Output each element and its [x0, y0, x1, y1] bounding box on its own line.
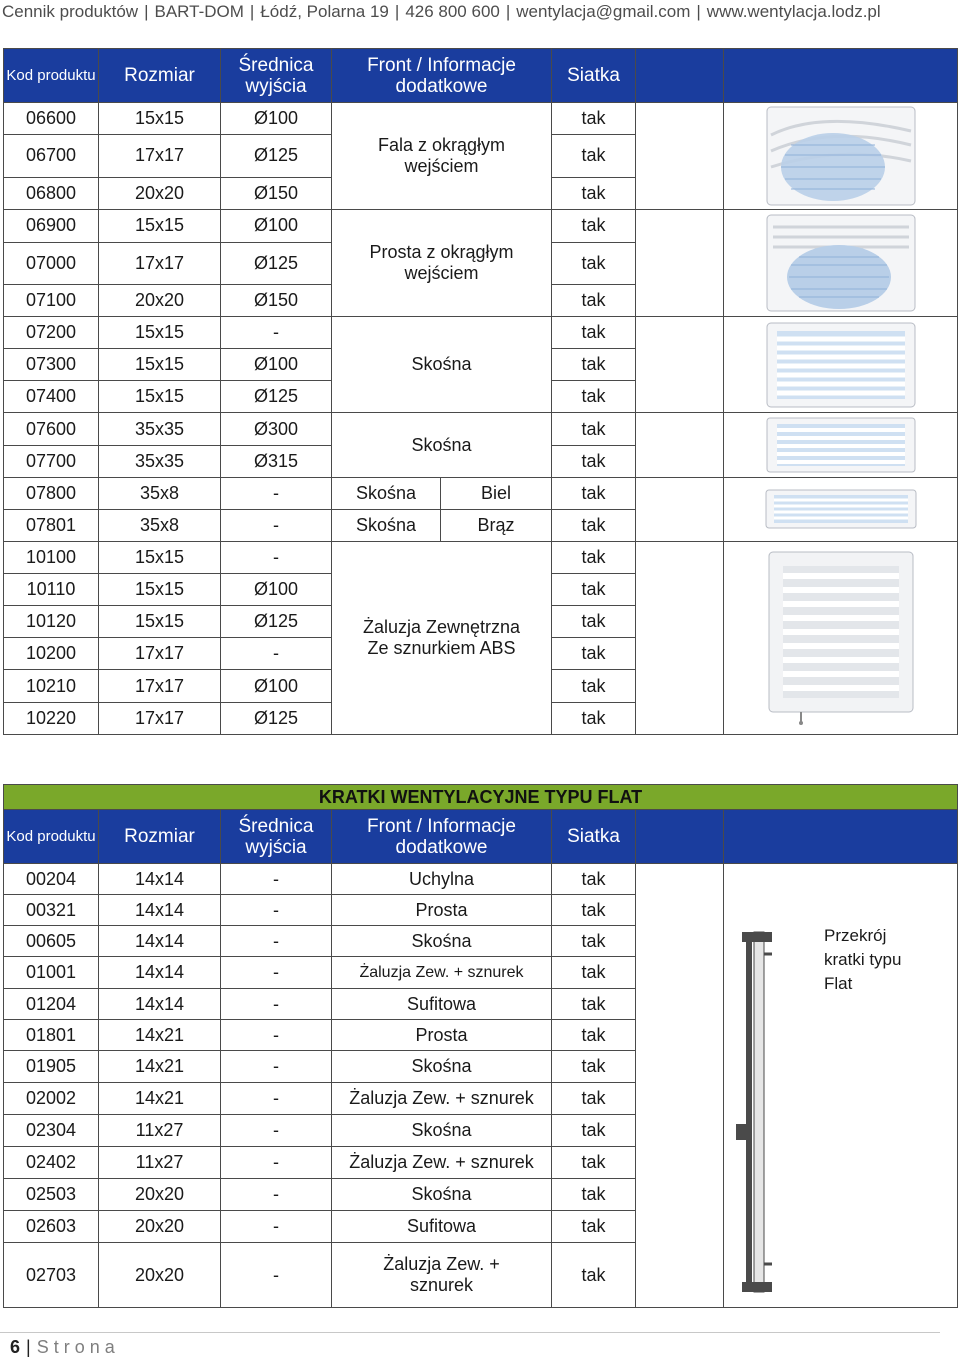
- cell-size: 14x14: [99, 895, 221, 926]
- cell-mesh: tak: [552, 1051, 636, 1083]
- cell-diameter: Ø125: [221, 702, 332, 734]
- cell-code: 10120: [4, 606, 99, 638]
- flat-section-label: Przekrój kratki typu Flat: [824, 926, 902, 993]
- cell-front: Skośna: [332, 1051, 552, 1083]
- cell-code: 07000: [4, 242, 99, 284]
- footer-rule: [0, 1332, 940, 1333]
- page-label: Strona: [36, 1337, 120, 1357]
- cell-front: Żaluzja Zew. + sznurek: [332, 957, 552, 989]
- cell-mesh: tak: [552, 702, 636, 734]
- cell-diameter: -: [221, 957, 332, 989]
- cell-size: 15x15: [99, 381, 221, 413]
- cell-mesh: tak: [552, 1083, 636, 1115]
- cell-mesh: tak: [552, 317, 636, 349]
- cell-size: 15x15: [99, 574, 221, 606]
- cell-diameter: -: [221, 638, 332, 670]
- cell-code: 10110: [4, 574, 99, 606]
- cell-mesh: tak: [552, 242, 636, 284]
- group-zaluzja: Żaluzja Zewnętrzna Ze sznurkiem ABS: [332, 541, 552, 734]
- header-sep: |: [144, 2, 149, 21]
- cell-code: 00605: [4, 926, 99, 957]
- cell-code: 07400: [4, 381, 99, 413]
- blank-cell: [636, 317, 724, 413]
- col-header-mesh: Siatka: [552, 810, 636, 864]
- prosta-grille-icon: [761, 213, 921, 313]
- cell-diameter: -: [221, 1051, 332, 1083]
- cell-diameter: Ø100: [221, 209, 332, 242]
- cell-mesh: tak: [552, 103, 636, 135]
- page-header: [0, 0, 960, 26]
- header-address: Łódź, Polarna 19: [260, 2, 389, 21]
- page-number: 6: [10, 1337, 21, 1357]
- cell-diameter: -: [221, 926, 332, 957]
- cell-front: Żaluzja Zew. + sznurek: [332, 1147, 552, 1179]
- cell-diameter: -: [221, 895, 332, 926]
- col-header-blank: [636, 810, 724, 864]
- cell-code: 01905: [4, 1051, 99, 1083]
- header-doc: Cennik produktów: [2, 2, 139, 21]
- cell-size: 15x15: [99, 349, 221, 381]
- cell-code: 02002: [4, 1083, 99, 1115]
- cell-code: 01001: [4, 957, 99, 989]
- cell-size: 14x21: [99, 1020, 221, 1051]
- cell-mesh: tak: [552, 509, 636, 541]
- flat-profile-icon: [724, 924, 824, 1304]
- cell-code: 10210: [4, 670, 99, 702]
- cell-front: Prosta: [332, 895, 552, 926]
- group-skosna-large: Skośna: [332, 413, 552, 477]
- cell-mesh: tak: [552, 1243, 636, 1308]
- cell-size: 15x15: [99, 209, 221, 242]
- footer-sep: |: [26, 1337, 31, 1357]
- cell-front: Skośna: [332, 477, 441, 509]
- cell-code: 10220: [4, 702, 99, 734]
- cell-code: 01801: [4, 1020, 99, 1051]
- col-header-mesh: Siatka: [552, 49, 636, 103]
- cell-mesh: tak: [552, 989, 636, 1020]
- cell-front: Uchylna: [332, 864, 552, 895]
- cell-info: Biel: [441, 477, 552, 509]
- cell-mesh: tak: [552, 1115, 636, 1147]
- cell-code: 06800: [4, 177, 99, 209]
- col-header-diameter: Średnica wyjścia: [221, 810, 332, 864]
- col-header-image: [724, 810, 958, 864]
- cell-size: 15x15: [99, 606, 221, 638]
- cell-code: 10200: [4, 638, 99, 670]
- cell-size: 20x20: [99, 1211, 221, 1243]
- cell-diameter: -: [221, 1115, 332, 1147]
- cell-size: 17x17: [99, 135, 221, 177]
- cell-code: 02503: [4, 1179, 99, 1211]
- cell-front: Żaluzja Zew. + sznurek: [332, 1083, 552, 1115]
- blank-cell: [636, 477, 724, 541]
- blank-cell: [636, 864, 724, 1308]
- cell-mesh: tak: [552, 135, 636, 177]
- group-prosta: Prosta z okrągłym wejściem: [332, 209, 552, 316]
- cell-size: 15x15: [99, 317, 221, 349]
- cell-size: 11x27: [99, 1147, 221, 1179]
- cell-size: 20x20: [99, 284, 221, 316]
- cell-size: 17x17: [99, 638, 221, 670]
- cell-size: 15x15: [99, 541, 221, 573]
- cell-mesh: tak: [552, 670, 636, 702]
- cell-mesh: tak: [552, 541, 636, 573]
- cell-diameter: -: [221, 317, 332, 349]
- cell-code: 01204: [4, 989, 99, 1020]
- flat-cross-section: [724, 864, 958, 1308]
- cell-size: 35x35: [99, 445, 221, 477]
- cell-code: 07800: [4, 477, 99, 509]
- cell-front: Sufitowa: [332, 989, 552, 1020]
- louvre-grille-icon: [761, 550, 921, 726]
- cell-mesh: tak: [552, 381, 636, 413]
- cell-mesh: tak: [552, 1147, 636, 1179]
- cell-front: Skośna: [332, 1179, 552, 1211]
- product-image-prosta: [724, 209, 958, 316]
- cell-size: 15x15: [99, 103, 221, 135]
- cell-code: 00204: [4, 864, 99, 895]
- cell-size: 17x17: [99, 242, 221, 284]
- cell-size: 14x14: [99, 957, 221, 989]
- blank-cell: [636, 209, 724, 316]
- cell-diameter: -: [221, 1211, 332, 1243]
- cell-code: 10100: [4, 541, 99, 573]
- cell-front: Skośna: [332, 509, 441, 541]
- cell-diameter: Ø125: [221, 135, 332, 177]
- col-header-blank: [636, 49, 724, 103]
- header-company: BART-DOM: [154, 2, 244, 21]
- cell-size: 35x8: [99, 509, 221, 541]
- blank-cell: [636, 541, 724, 734]
- product-image-skosna-large: [724, 413, 958, 477]
- cell-mesh: tak: [552, 895, 636, 926]
- header-sep: |: [394, 2, 400, 21]
- cell-diameter: Ø315: [221, 445, 332, 477]
- flat-section-title: KRATKI WENTYLACYJNE TYPU FLAT: [4, 785, 958, 810]
- col-header-code: Kod produktu: [4, 49, 99, 103]
- cell-size: 35x35: [99, 413, 221, 445]
- cell-diameter: -: [221, 864, 332, 895]
- col-header-image: [724, 49, 958, 103]
- cell-front: Sufitowa: [332, 1211, 552, 1243]
- cell-size: 20x20: [99, 177, 221, 209]
- col-header-front: Front / Informacje dodatkowe: [332, 810, 552, 864]
- cell-diameter: Ø100: [221, 670, 332, 702]
- grilles-table: [3, 48, 958, 735]
- cell-code: 02603: [4, 1211, 99, 1243]
- skosna-large-grille-icon: [765, 416, 917, 474]
- cell-size: 17x17: [99, 670, 221, 702]
- header-email[interactable]: wentylacja@gmail.com: [516, 2, 691, 21]
- header-sep: |: [696, 2, 701, 21]
- col-header-code: Kod produktu: [4, 810, 99, 864]
- cell-code: 02402: [4, 1147, 99, 1179]
- cell-mesh: tak: [552, 177, 636, 209]
- cell-diameter: Ø150: [221, 177, 332, 209]
- cell-mesh: tak: [552, 413, 636, 445]
- group-skosna: Skośna: [332, 317, 552, 413]
- header-sep: |: [505, 2, 511, 21]
- cell-diameter: -: [221, 1147, 332, 1179]
- cell-diameter: -: [221, 541, 332, 573]
- blank-cell: [636, 103, 724, 209]
- narrow-grille-icon: [764, 488, 918, 530]
- header-sep: |: [249, 2, 255, 21]
- cell-diameter: -: [221, 1020, 332, 1051]
- cell-size: 14x14: [99, 864, 221, 895]
- cell-size: 20x20: [99, 1179, 221, 1211]
- header-phone: 426 800 600: [405, 2, 500, 21]
- blank-cell: [636, 413, 724, 477]
- cell-diameter: -: [221, 1083, 332, 1115]
- cell-diameter: Ø100: [221, 103, 332, 135]
- cell-diameter: Ø125: [221, 242, 332, 284]
- col-header-size: Rozmiar: [99, 49, 221, 103]
- col-header-front: Front / Informacje dodatkowe: [332, 49, 552, 103]
- cell-mesh: tak: [552, 477, 636, 509]
- product-image-fala: [724, 103, 958, 209]
- cell-info: Brąz: [441, 509, 552, 541]
- cell-front: Skośna: [332, 1115, 552, 1147]
- cell-code: 07600: [4, 413, 99, 445]
- group-fala: Fala z okrągłym wejściem: [332, 103, 552, 209]
- cell-size: 14x14: [99, 926, 221, 957]
- cell-mesh: tak: [552, 864, 636, 895]
- product-image-narrow: [724, 477, 958, 541]
- cell-front: Skośna: [332, 926, 552, 957]
- cell-mesh: tak: [552, 1179, 636, 1211]
- cell-diameter: Ø300: [221, 413, 332, 445]
- cell-code: 07200: [4, 317, 99, 349]
- cell-diameter: Ø100: [221, 349, 332, 381]
- cell-code: 07300: [4, 349, 99, 381]
- cell-code: 07801: [4, 509, 99, 541]
- cell-size: 17x17: [99, 702, 221, 734]
- cell-code: 02703: [4, 1243, 99, 1308]
- cell-mesh: tak: [552, 349, 636, 381]
- cell-diameter: Ø125: [221, 381, 332, 413]
- cell-mesh: tak: [552, 606, 636, 638]
- cell-size: 14x21: [99, 1051, 221, 1083]
- cell-mesh: tak: [552, 957, 636, 989]
- cell-size: 14x14: [99, 989, 221, 1020]
- cell-code: 07100: [4, 284, 99, 316]
- cell-diameter: -: [221, 989, 332, 1020]
- cell-size: 20x20: [99, 1243, 221, 1308]
- cell-diameter: -: [221, 1243, 332, 1308]
- col-header-diameter: Średnica wyjścia: [221, 49, 332, 103]
- col-header-size: Rozmiar: [99, 810, 221, 864]
- cell-diameter: Ø150: [221, 284, 332, 316]
- cell-diameter: -: [221, 477, 332, 509]
- cell-code: 06900: [4, 209, 99, 242]
- cell-diameter: Ø100: [221, 574, 332, 606]
- cell-mesh: tak: [552, 926, 636, 957]
- cell-mesh: tak: [552, 1211, 636, 1243]
- cell-mesh: tak: [552, 284, 636, 316]
- cell-diameter: Ø125: [221, 606, 332, 638]
- cell-mesh: tak: [552, 445, 636, 477]
- product-image-skosna: [724, 317, 958, 413]
- cell-mesh: tak: [552, 638, 636, 670]
- cell-diameter: -: [221, 509, 332, 541]
- cell-code: 00321: [4, 895, 99, 926]
- flat-grilles-table: [3, 784, 958, 1308]
- cell-size: 35x8: [99, 477, 221, 509]
- cell-mesh: tak: [552, 209, 636, 242]
- cell-code: 06700: [4, 135, 99, 177]
- cell-front: Prosta: [332, 1020, 552, 1051]
- cell-diameter: -: [221, 1179, 332, 1211]
- header-website[interactable]: www.wentylacja.lodz.pl: [706, 2, 881, 21]
- cell-mesh: tak: [552, 1020, 636, 1051]
- skosna-grille-icon: [763, 321, 919, 409]
- cell-code: 07700: [4, 445, 99, 477]
- cell-mesh: tak: [552, 574, 636, 606]
- cell-size: 14x21: [99, 1083, 221, 1115]
- cell-size: 11x27: [99, 1115, 221, 1147]
- page-footer: [10, 1337, 120, 1358]
- cell-front: Żaluzja Zew. + sznurek: [332, 1243, 552, 1308]
- product-image-zaluzja: [724, 541, 958, 734]
- fala-grille-icon: [761, 105, 921, 207]
- cell-code: 06600: [4, 103, 99, 135]
- cell-code: 02304: [4, 1115, 99, 1147]
